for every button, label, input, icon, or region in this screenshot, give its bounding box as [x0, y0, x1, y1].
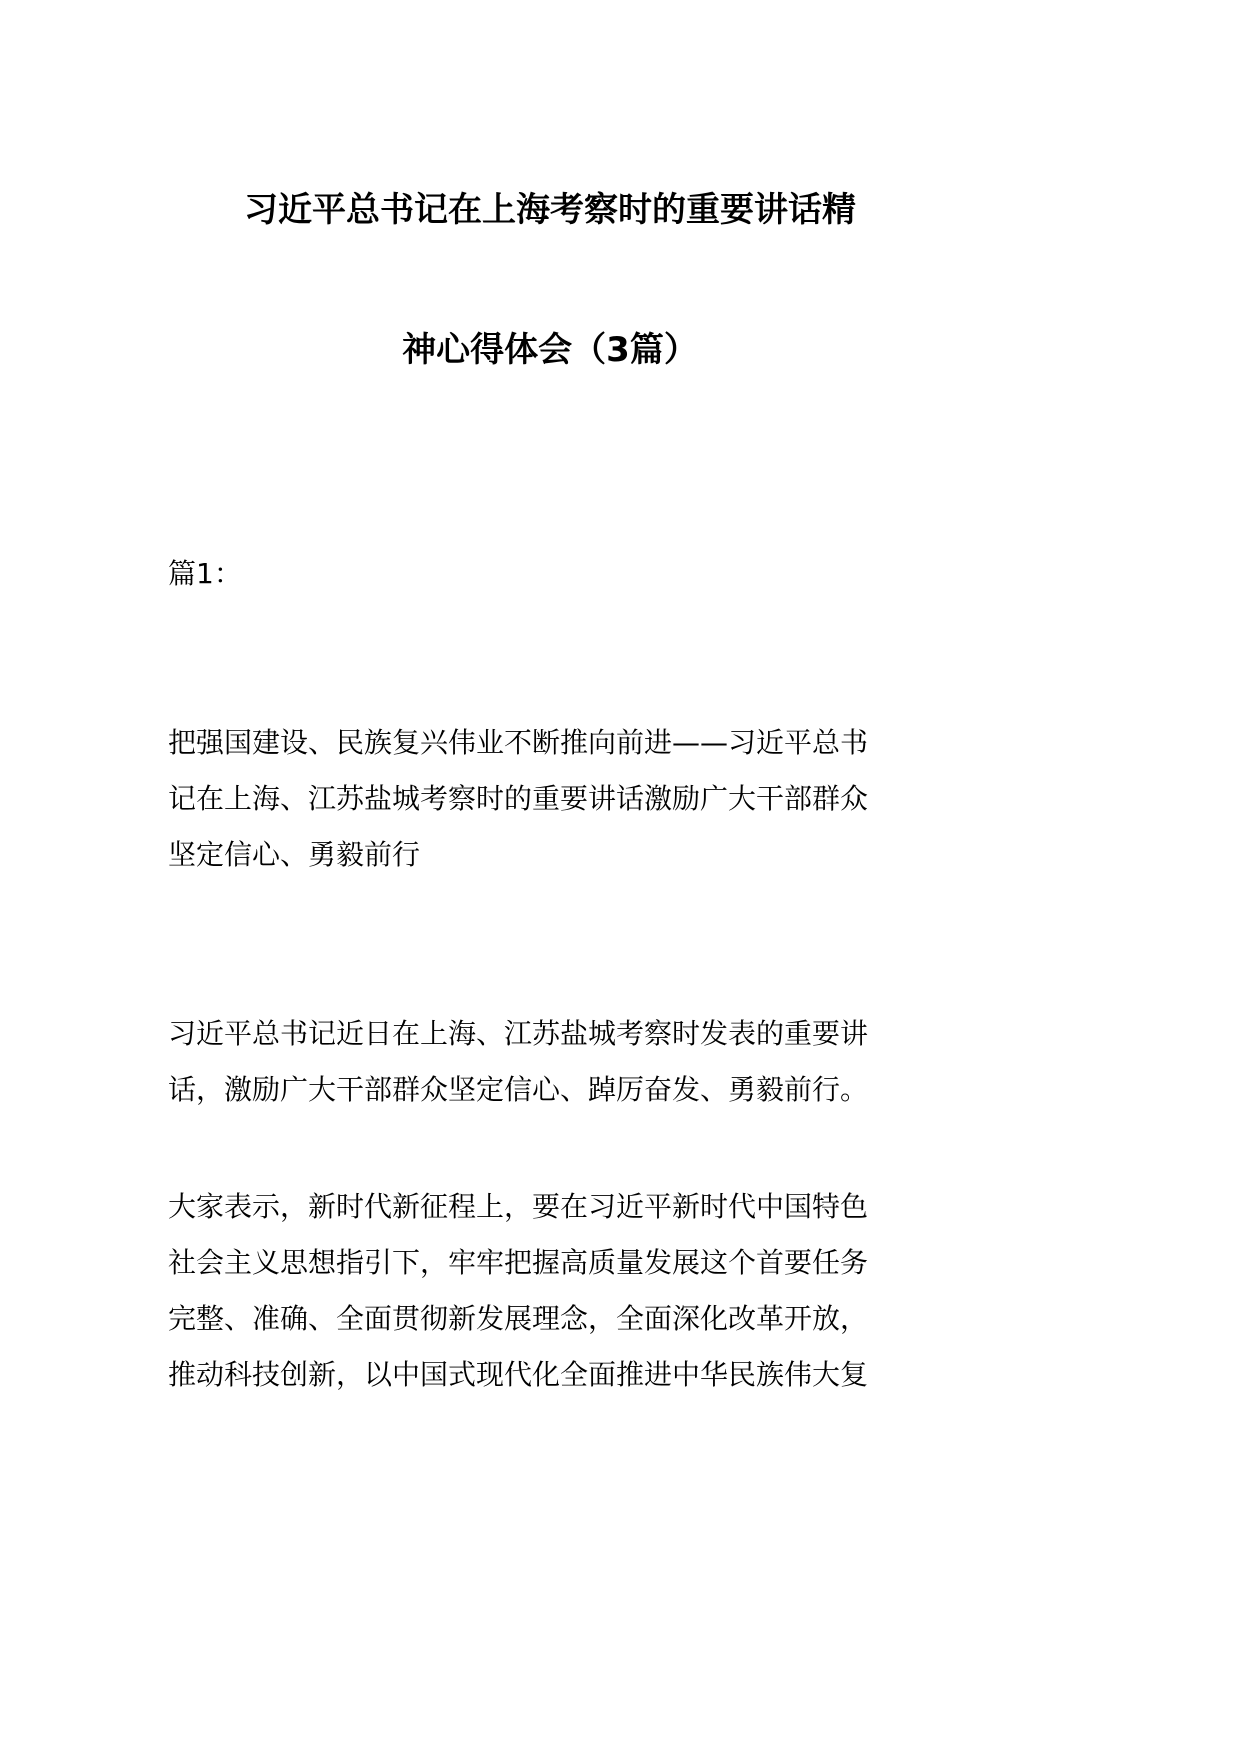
article-subtitle [168, 715, 948, 883]
document-title-line-2: 神心得体会（3篇） [402, 330, 698, 370]
subtitle-line: 把强国建设、民族复兴伟业不断推向前进——习近平总书 [168, 726, 869, 759]
subtitle-line: 坚定信心、勇毅前行 [168, 838, 421, 871]
paragraph-2 [168, 1179, 948, 1403]
document-title-line-1: 习近平总书记在上海考察时的重要讲话精 [244, 190, 856, 230]
subtitle-line: 记在上海、江苏盐城考察时的重要讲话激励广大干部群众 [168, 782, 869, 815]
paragraph-line: 社会主义思想指引下，牢牢把握高质量发展这个首要任务 [168, 1246, 869, 1279]
section-label: 篇1： [168, 557, 242, 590]
paragraph-line: 习近平总书记近日在上海、江苏盐城考察时发表的重要讲 [168, 1017, 869, 1050]
paragraph-line: 话，激励广大干部群众坚定信心、踔厉奋发、勇毅前行。 [168, 1073, 869, 1106]
paragraph-1 [168, 1006, 948, 1118]
paragraph-line: 大家表示，新时代新征程上，要在习近平新时代中国特色 [168, 1190, 869, 1223]
paragraph-line: 完整、准确、全面贯彻新发展理念，全面深化改革开放， [168, 1302, 869, 1335]
paragraph-line: 推动科技创新，以中国式现代化全面推进中华民族伟大复 [168, 1358, 869, 1391]
